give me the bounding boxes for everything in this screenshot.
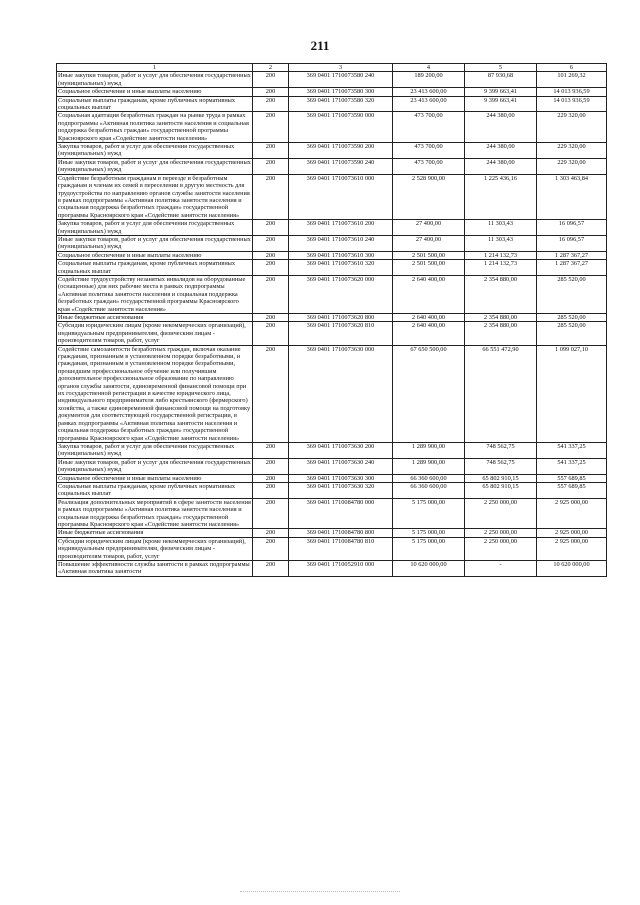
row-code-cell: 369 0401 1710073580 240 bbox=[289, 72, 393, 88]
table-row bbox=[57, 442, 607, 458]
row-approved-cell: 27 400,00 bbox=[393, 235, 465, 251]
row-name-cell: Иные закупки товаров, работ и услуг для обеспечения государственных (муниципальных) нужд bbox=[58, 235, 251, 251]
row-name-cell: Содействие самозанятости безработных граждан, включая оказание гражданам, признанным в установленном порядке безработными, и гражданам, признанным в установленном порядке безработными, прошедшим профессиональное обучение или получившим дополнительное профессиональное образование по направлению органов службы занятости, единовременной финансовой помощи при их государственной регистрации в качестве юридического лица, индивидуального предпринимателя либо крестьянского (фермерского) хозяйства, а также единовременной финансовой помощи на подготовку документов для соответствующей государственной регистрации, в рамках подпрограммы «Активная политика занятости населения и социальная поддержка безработных граждан» государственной программы Красноярского края «Содействие занятости населения» bbox=[57, 345, 253, 442]
row-name-cell: Социальное обеспечение и иные выплаты населению bbox=[57, 474, 253, 482]
row-executed-cell: 2 354 880,00 bbox=[465, 322, 537, 345]
row-kod-cell: 200 bbox=[253, 345, 289, 442]
row-name-cell: Иные закупки товаров, работ и услуг для обеспечения государственных (муниципальных) нужд bbox=[58, 72, 251, 87]
row-remainder-cell: 557 689,85 bbox=[537, 482, 607, 498]
row-executed-cell: 87 930,68 bbox=[465, 72, 537, 88]
row-code-cell: 369 0401 1710073630 300 bbox=[289, 474, 393, 482]
row-remainder-cell: 1 287 367,27 bbox=[537, 260, 607, 276]
row-name-cell: Социальные выплаты гражданам, кроме публичных нормативных социальных выплат bbox=[57, 260, 253, 276]
row-kod-cell: 200 bbox=[253, 498, 289, 529]
row-name-cell: Закупка товаров, работ и услуг для обеспечения государственных (муниципальных) нужд bbox=[57, 220, 253, 236]
row-kod-cell: 200 bbox=[253, 220, 289, 236]
row-executed-cell: 9 399 663,41 bbox=[465, 88, 537, 96]
row-code-cell: 369 0401 1710073620 000 bbox=[289, 275, 393, 313]
row-kod-cell: 200 bbox=[253, 235, 289, 251]
row-remainder-cell: 229 320,00 bbox=[537, 112, 607, 143]
row-approved-cell: 5 175 000,00 bbox=[393, 537, 465, 560]
row-kod-cell: 200 bbox=[253, 275, 289, 313]
table-row bbox=[57, 322, 607, 345]
row-name-cell: Закупка товаров, работ и услуг для обеспечения государственных (муниципальных) нужд bbox=[57, 442, 253, 458]
row-kod-cell: 200 bbox=[253, 474, 289, 482]
row-approved-cell: 2 640 400,00 bbox=[393, 275, 465, 313]
table-row bbox=[57, 260, 607, 276]
row-remainder-cell: 285 520,00 bbox=[537, 275, 607, 313]
table-row bbox=[57, 529, 607, 537]
row-code-cell: 369 0401 1710073630 200 bbox=[289, 442, 393, 458]
row-code-cell: 369 0401 1710073580 320 bbox=[289, 96, 393, 112]
row-code-cell: 369 0401 1710084780 000 bbox=[289, 498, 393, 529]
row-name-cell: Социальные выплаты гражданам, кроме публичных нормативных социальных выплат bbox=[57, 482, 253, 498]
row-kod-cell: 200 bbox=[253, 96, 289, 112]
table-row bbox=[57, 112, 607, 143]
row-approved-cell: 473 700,00 bbox=[393, 143, 465, 159]
row-name-cell: Социальная адаптация безработных граждан на рынке труда в рамках подпрограммы «Активная политика занятости населения и социальная поддержка безработных граждан» государственной программы Красноярского края «Содействие занятости населения» bbox=[57, 112, 253, 143]
row-code-cell: 369 0401 1710073610 000 bbox=[289, 174, 393, 219]
row-approved-cell: 2 640 400,00 bbox=[393, 322, 465, 345]
row-approved-cell: 67 650 500,00 bbox=[393, 345, 465, 442]
row-code-cell: 369 0401 1710073630 000 bbox=[289, 345, 393, 442]
row-executed-cell: 1 225 436,16 bbox=[465, 174, 537, 219]
row-approved-cell: 5 175 000,00 bbox=[393, 529, 465, 537]
row-approved-cell: 23 413 600,00 bbox=[393, 96, 465, 112]
row-approved-cell: 2 640 400,00 bbox=[393, 314, 465, 322]
row-executed-cell: 9 399 663,41 bbox=[465, 96, 537, 112]
row-approved-cell: 473 700,00 bbox=[393, 112, 465, 143]
row-approved-cell: 2 528 900,00 bbox=[393, 174, 465, 219]
row-kod-cell: 200 bbox=[253, 314, 289, 322]
row-remainder-cell: 541 337,25 bbox=[537, 442, 607, 458]
row-remainder-cell: 1 303 463,84 bbox=[537, 174, 607, 219]
row-code-cell: 369 0401 1710073610 300 bbox=[289, 251, 393, 259]
table-row bbox=[57, 251, 607, 259]
table-row bbox=[57, 96, 607, 112]
table-row bbox=[57, 482, 607, 498]
row-executed-cell: 1 214 132,73 bbox=[465, 251, 537, 259]
row-executed-cell: 748 562,75 bbox=[465, 442, 537, 458]
row-kod-cell: 200 bbox=[253, 322, 289, 345]
row-executed-cell: 2 250 000,00 bbox=[465, 537, 537, 560]
row-executed-cell: 11 303,43 bbox=[465, 235, 537, 251]
row-name-cell: Иные бюджетные ассигнования bbox=[57, 529, 253, 537]
table-row bbox=[57, 498, 607, 529]
row-kod-cell: 200 bbox=[253, 88, 289, 96]
table-row bbox=[57, 458, 607, 474]
row-executed-cell: 2 354 880,00 bbox=[465, 314, 537, 322]
row-code-cell: 369 0401 1710073590 000 bbox=[289, 112, 393, 143]
row-approved-cell: 2 501 500,00 bbox=[393, 251, 465, 259]
row-kod-cell: 200 bbox=[253, 529, 289, 537]
row-code-cell: 369 0401 1710084780 810 bbox=[289, 537, 393, 560]
row-remainder-cell: 1 099 027,10 bbox=[537, 345, 607, 442]
row-executed-cell: 244 380,00 bbox=[465, 143, 537, 159]
column-header: 4 bbox=[393, 64, 465, 72]
row-approved-cell: 23 413 600,00 bbox=[393, 88, 465, 96]
row-approved-cell: 27 400,00 bbox=[393, 220, 465, 236]
row-kod-cell: 200 bbox=[253, 458, 289, 474]
row-executed-cell: 1 214 132,73 bbox=[465, 260, 537, 276]
row-code-cell: 369 0401 1710052910 000 bbox=[289, 561, 393, 577]
row-kod-cell: 200 bbox=[253, 537, 289, 560]
row-kod-cell: 200 bbox=[253, 72, 289, 88]
row-name-cell: Социальное обеспечение и иные выплаты населению bbox=[57, 251, 253, 259]
row-kod-cell: 200 bbox=[253, 482, 289, 498]
column-header: 1 bbox=[57, 64, 253, 72]
row-remainder-cell: 285 520,00 bbox=[537, 322, 607, 345]
row-remainder-cell: 16 096,57 bbox=[537, 220, 607, 236]
row-code-cell: 369 0401 1710073590 200 bbox=[289, 143, 393, 159]
row-remainder-cell: 229 320,00 bbox=[537, 143, 607, 159]
row-code-cell: 369 0401 1710084780 800 bbox=[289, 529, 393, 537]
row-kod-cell: 200 bbox=[253, 251, 289, 259]
row-kod-cell: 200 bbox=[253, 143, 289, 159]
header-row bbox=[57, 64, 607, 72]
table-row bbox=[57, 561, 607, 577]
table-row bbox=[57, 275, 607, 313]
table-row bbox=[57, 220, 607, 236]
row-approved-cell: 66 360 600,00 bbox=[393, 482, 465, 498]
table-row bbox=[57, 314, 607, 322]
table-row bbox=[57, 158, 607, 174]
row-remainder-cell: 285 520,00 bbox=[537, 314, 607, 322]
table-row bbox=[57, 474, 607, 482]
row-kod-cell: 200 bbox=[253, 561, 289, 577]
table-row bbox=[57, 537, 607, 560]
column-header: 6 bbox=[537, 64, 607, 72]
row-approved-cell: 1 289 900,00 bbox=[393, 442, 465, 458]
row-name-cell: Субсидии юридическим лицам (кроме некоммерческих организаций), индивидуальным предпринимателям, физическим лицам - производителям товаров, работ, услуг bbox=[57, 537, 253, 560]
row-executed-cell: 2 250 000,00 bbox=[465, 498, 537, 529]
table-row bbox=[57, 174, 607, 219]
row-approved-cell: 189 200,00 bbox=[393, 72, 465, 88]
row-name-cell: Закупка товаров, работ и услуг для обеспечения государственных (муниципальных) нужд bbox=[57, 143, 253, 159]
table-row bbox=[57, 88, 607, 96]
row-remainder-cell: 10 620 000,00 bbox=[537, 561, 607, 577]
row-approved-cell: 66 360 600,00 bbox=[393, 474, 465, 482]
column-header: 3 bbox=[289, 64, 393, 72]
row-remainder-cell: 101 269,32 bbox=[537, 72, 607, 88]
row-approved-cell: 473 700,00 bbox=[393, 158, 465, 174]
row-code-cell: 369 0401 1710073580 300 bbox=[289, 88, 393, 96]
row-executed-cell: 2 250 000,00 bbox=[465, 529, 537, 537]
row-executed-cell: 66 551 472,90 bbox=[465, 345, 537, 442]
row-name-cell: Содействие трудоустройству незанятых инвалидов на оборудованные (оснащенные) для них рабочие места в рамках подпрограммы «Активная политика занятости населения и социальная поддержка безработных граждан» государственной программы Красноярского края «Содействие занятости населения» bbox=[57, 275, 253, 313]
row-remainder-cell: 557 689,85 bbox=[537, 474, 607, 482]
row-executed-cell: 11 303,43 bbox=[465, 220, 537, 236]
row-code-cell: 369 0401 1710073610 320 bbox=[289, 260, 393, 276]
row-remainder-cell: 229 320,00 bbox=[537, 158, 607, 174]
row-name-cell: Социальные выплаты гражданам, кроме публичных нормативных социальных выплат bbox=[57, 96, 253, 112]
row-code-cell: 369 0401 1710073590 240 bbox=[289, 158, 393, 174]
row-remainder-cell: 541 337,25 bbox=[537, 458, 607, 474]
row-executed-cell: 748 562,75 bbox=[465, 458, 537, 474]
table-row bbox=[57, 143, 607, 159]
row-executed-cell: 2 354 880,00 bbox=[465, 275, 537, 313]
row-name-cell: Реализация дополнительных мероприятий в сфере занятости населения в рамках подпрограммы «Активная политика занятости населения и социальная поддержка безработных граждан» государственной программы Красноярского края «Содействие занятости населения» bbox=[58, 498, 251, 528]
row-remainder-cell: 2 925 000,00 bbox=[537, 537, 607, 560]
row-code-cell: 369 0401 1710073610 200 bbox=[289, 220, 393, 236]
budget-table bbox=[56, 63, 607, 577]
row-remainder-cell: 1 287 367,27 bbox=[537, 251, 607, 259]
row-approved-cell: 2 501 500,00 bbox=[393, 260, 465, 276]
row-remainder-cell: 2 925 000,00 bbox=[537, 498, 607, 529]
table-row bbox=[57, 345, 607, 442]
row-kod-cell: 200 bbox=[253, 174, 289, 219]
row-executed-cell: - bbox=[465, 561, 537, 577]
row-name-cell: Иные закупки товаров, работ и услуг для обеспечения государственных (муниципальных) нужд bbox=[58, 458, 251, 474]
table-row bbox=[57, 235, 607, 251]
row-remainder-cell: 14 013 936,59 bbox=[537, 96, 607, 112]
row-name-cell: Содействие безработным гражданам в переезде и безработным гражданам и членам их семей в переселении в другую местность для трудоустройства по направлению органов службы занятости населения в рамках подпрограммы «Активная политика занятости населения и социальная поддержка безработных граждан» государственной программы Красноярского края «Содействие занятости населения» bbox=[57, 174, 253, 219]
row-remainder-cell: 14 013 936,59 bbox=[537, 88, 607, 96]
row-code-cell: 369 0401 1710073620 800 bbox=[289, 314, 393, 322]
row-code-cell: 369 0401 1710073630 240 bbox=[289, 458, 393, 474]
page-number: 211 bbox=[310, 38, 330, 53]
row-code-cell: 369 0401 1710073620 810 bbox=[289, 322, 393, 345]
row-remainder-cell: 16 096,57 bbox=[537, 235, 607, 251]
row-code-cell: 369 0401 1710073610 240 bbox=[289, 235, 393, 251]
table-row bbox=[57, 72, 607, 88]
row-name-cell: Иные бюджетные ассигнования bbox=[57, 314, 253, 322]
row-executed-cell: 244 380,00 bbox=[465, 158, 537, 174]
row-approved-cell: 1 289 900,00 bbox=[393, 458, 465, 474]
column-header: 5 bbox=[465, 64, 537, 72]
row-kod-cell: 200 bbox=[253, 158, 289, 174]
column-header: 2 bbox=[253, 64, 289, 72]
row-name-cell: Социальное обеспечение и иные выплаты населению bbox=[57, 88, 253, 96]
row-kod-cell: 200 bbox=[253, 112, 289, 143]
row-name-cell: Иные закупки товаров, работ и услуг для обеспечения государственных (муниципальных) нужд bbox=[58, 158, 251, 174]
row-code-cell: 369 0401 1710073630 320 bbox=[289, 482, 393, 498]
row-executed-cell: 65 802 910,15 bbox=[465, 482, 537, 498]
scan-artifact-line bbox=[240, 891, 400, 893]
row-approved-cell: 10 620 000,00 bbox=[393, 561, 465, 577]
row-name-cell: Субсидии юридическим лицам (кроме некоммерческих организаций), индивидуальным предпринимателям, физическим лицам - производителям товаров, работ, услуг bbox=[57, 322, 253, 345]
row-name-cell: Повышение эффективности службы занятости в рамках подпрограммы «Активная политика занятости bbox=[57, 561, 253, 577]
row-approved-cell: 5 175 000,00 bbox=[393, 498, 465, 529]
row-executed-cell: 244 380,00 bbox=[465, 112, 537, 143]
row-remainder-cell: 2 925 000,00 bbox=[537, 529, 607, 537]
row-kod-cell: 200 bbox=[253, 442, 289, 458]
row-kod-cell: 200 bbox=[253, 260, 289, 276]
row-executed-cell: 65 802 910,15 bbox=[465, 474, 537, 482]
